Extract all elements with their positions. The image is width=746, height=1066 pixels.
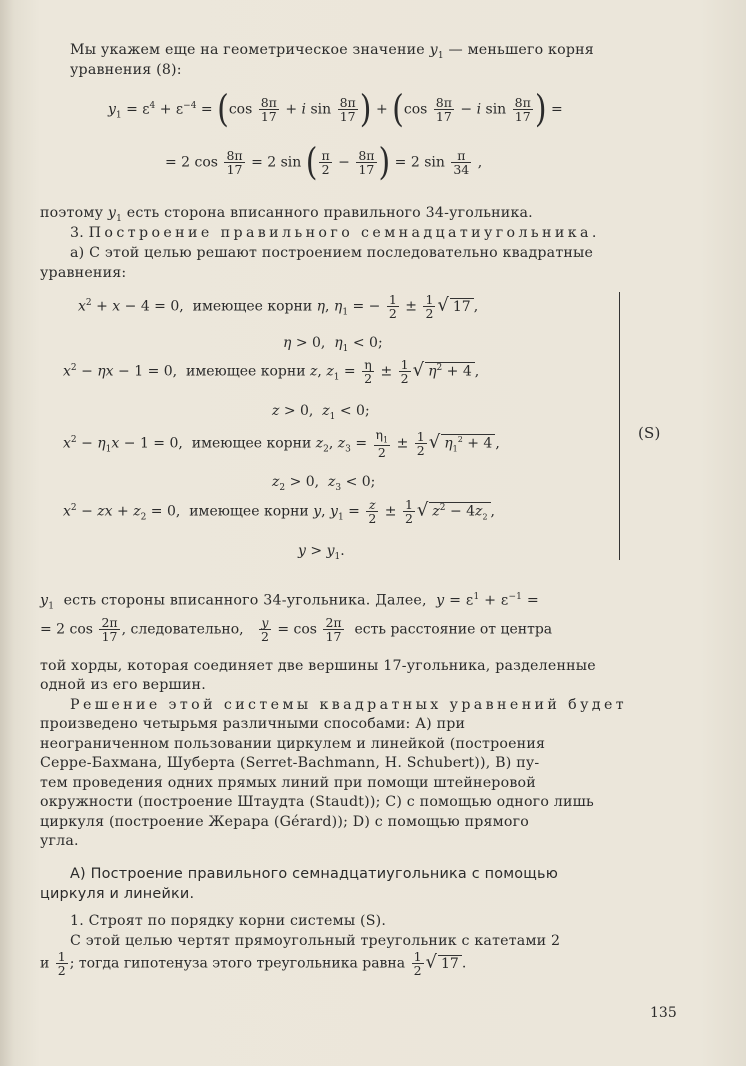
equation-3: $x^2 - \eta_1x - 1 = 0$, имеющее корни $z_2$, $z_3$ = $\frac{\eta_1}{2}$ ± $\frac{1}{2}$ √ $\eta_1^2 + 4$ , — [63, 427, 500, 460]
condition-3: $z_2 > 0$, $z_3 < 0$; — [272, 474, 376, 493]
text-line-formula: = 2 cos $\frac{2\pi}{17}$ , следовательно, $\frac{y}{2}$ = cos $\frac{2\pi}{17}$ есть расстояние от центра — [40, 615, 553, 645]
text-line: Мы укажем еще на геометрическое значение $y_1$ — меньшего корня — [70, 42, 594, 61]
text-line: 1. Строят по порядку корни системы (S). — [70, 913, 387, 929]
text-line-formula: и $\frac{1}{2}$ ; тогда гипотенуза этого треугольника равна $\frac{1}{2}$ √ 17 . — [40, 949, 467, 979]
text-line: уравнения: — [40, 265, 127, 281]
text-line: Решение этой системы квадратных уравнений будет — [70, 697, 628, 713]
section-heading-3: 3. Построение правильного семнадцатиугольника. — [70, 225, 600, 241]
text-line: С этой целью чертят прямоугольный треугольник с катетами 2 — [70, 933, 561, 949]
text-line: циркуля (построение Жерара (Gérard)); D) с помощью прямого — [40, 814, 530, 830]
text-line: поэтому $y_1$ есть сторона вписанного правильного 34-угольника. — [40, 205, 533, 224]
section-heading-a: А) Построение правильного семнадцатиугольника с помощью — [70, 866, 559, 882]
formula-y1-result: = 2 cos $\frac{8\pi}{17}$ = 2 sin ( $\frac{\pi}{2}$ − $\frac{8\pi}{17}$ ) = 2 sin $\frac{\pi}{34}$ , — [165, 140, 483, 185]
text-line: а) С этой целью решают построением последовательно квадратные — [70, 245, 594, 261]
text-line: тем проведения одних прямых линий при помощи штейнеровой — [40, 775, 536, 791]
text-line: одной из его вершин. — [40, 677, 206, 693]
text-line: $y_1$ есть стороны вписанного 34-угольника. Далее, $y = \varepsilon^1 + \varepsilon^{-1}$ = — [40, 592, 539, 612]
equation-1: $x^2 + x - 4 = 0$, имеющее корни η, $\eta_1$ = − $\frac{1}{2}$ ± $\frac{1}{2}$ √ 17 , — [78, 292, 479, 322]
text-line: неограниченном пользовании циркулем и линейкой (построения — [40, 736, 546, 752]
text-line: той хорды, которая соединяет две вершины 17-угольника, разделенные — [40, 658, 596, 674]
system-label: (S) — [638, 424, 661, 442]
text-line: произведено четырьмя различными способами: А) при — [40, 716, 466, 732]
text-line: окружности (построение Штаудта (Staudt)); С) с помощью одного лишь — [40, 794, 594, 810]
section-heading-a-cont: циркуля и линейки. — [40, 886, 195, 902]
equation-2: $x^2 - \eta x - 1 = 0$, имеющее корни z, $z_1$ = $\frac{\eta}{2}$ ± $\frac{1}{2}$ √ $\eta^2 + 4$ , — [63, 357, 480, 387]
page-number: 135 — [650, 1005, 677, 1021]
system-brace — [619, 292, 624, 560]
condition-4: $y > y_1$. — [298, 543, 345, 562]
formula-y1: $y_1 = \varepsilon^4 + \varepsilon^{-4} = (\cos$ $\frac{8\pi}{17}$ + i sin $\frac{8\pi}{17}$ ) + (cos $\frac{8\pi}{17}$ − i sin $\frac{8\pi}{17}$ ) = — [108, 87, 563, 132]
condition-1: η > 0, $\eta_1 < 0$; — [283, 335, 383, 354]
text-line: уравнения (8): — [70, 62, 182, 78]
condition-2: z > 0, $z_1 < 0$; — [272, 403, 370, 422]
equation-4: $x^2$ − zx + $z_2 = 0$, имеющее корни y, $y_1$ = $\frac{z}{2}$ ± $\frac{1}{2}$ √ $z^2 - 4z_2$ , — [63, 497, 495, 527]
text-line: Серре-Бахмана, Шуберта (Serret-Bachmann, H. Schubert)), В) пу- — [40, 755, 540, 771]
text-line: угла. — [40, 833, 79, 849]
